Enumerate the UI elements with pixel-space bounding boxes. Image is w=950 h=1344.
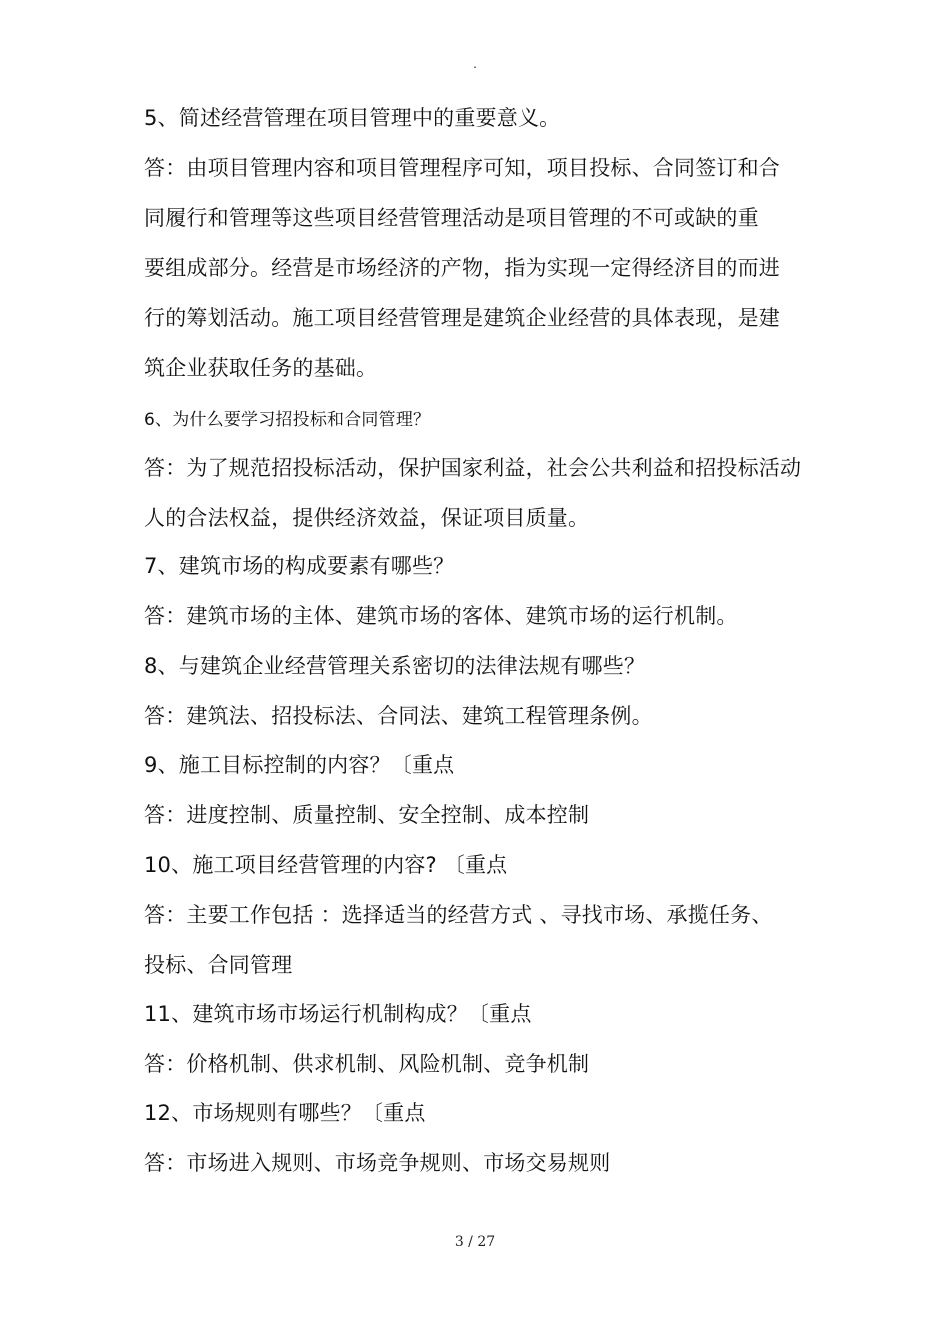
answer-5-line-2: 同履行和管理等这些项目经营管理活动是项目管理的不可或缺的重 (144, 206, 759, 230)
answer-8: 答：建筑法、招投标法、合同法、建筑工程管理条例。 (144, 704, 653, 728)
answer-11: 答：价格机制、供求机制、风险机制、竞争机制 (144, 1052, 590, 1076)
answer-9: 答：进度控制、质量控制、安全控制、成本控制 (144, 803, 590, 827)
question-7: 7、建筑市场的构成要素有哪些？ (144, 554, 455, 578)
answer-5-line-1: 答：由项目管理内容和项目管理程序可知，项目投标、合同签订和合 (144, 156, 780, 180)
question-9: 9、施工目标控制的内容？〔重点 (144, 753, 455, 777)
answer-10-line-1: 答：主要工作包括 ：选择适当的经营方式 、寻找市场、承揽任务、 (144, 903, 773, 927)
question-8: 8、与建筑企业经营管理关系密切的法律法规有哪些？ (144, 654, 646, 678)
page-number: 3 / 27 (454, 1234, 496, 1250)
question-10: 10、施工项目经营管理的内容? 〔重点 (144, 853, 508, 877)
question-6: 6、为什么要学习招投标和合同管理？ (144, 410, 431, 430)
answer-6-line-2: 人的合法权益，提供经济效益，保证项目质量。 (144, 506, 590, 530)
question-11: 11、建筑市场市场运行机制构成？〔重点 (144, 1002, 532, 1026)
question-12: 12、市场规则有哪些？〔重点 (144, 1101, 426, 1125)
answer-10-line-2: 投标、合同管理 (144, 953, 293, 977)
answer-5-line-4: 行的筹划活动。施工项目经营管理是建筑企业经营的具体表现，是建 (144, 306, 780, 330)
answer-5-line-5: 筑企业获取任务的基础。 (144, 356, 378, 380)
answer-5-line-3: 要组成部分。经营是市场经济的产物，指为实现一定得经济目的而进 (144, 256, 780, 280)
question-5: 5、简述经营管理在项目管理中的重要意义。 (144, 106, 561, 130)
answer-6-line-1: 答：为了规范招投标活动，保护国家利益，社会公共利益和招投标活动 (144, 456, 802, 480)
header-dot: . (473, 57, 477, 71)
answer-12: 答：市场进入规则、市场竞争规则、市场交易规则 (144, 1151, 611, 1175)
answer-7: 答：建筑市场的主体、建筑市场的客体、建筑市场的运行机制。 (144, 604, 738, 628)
